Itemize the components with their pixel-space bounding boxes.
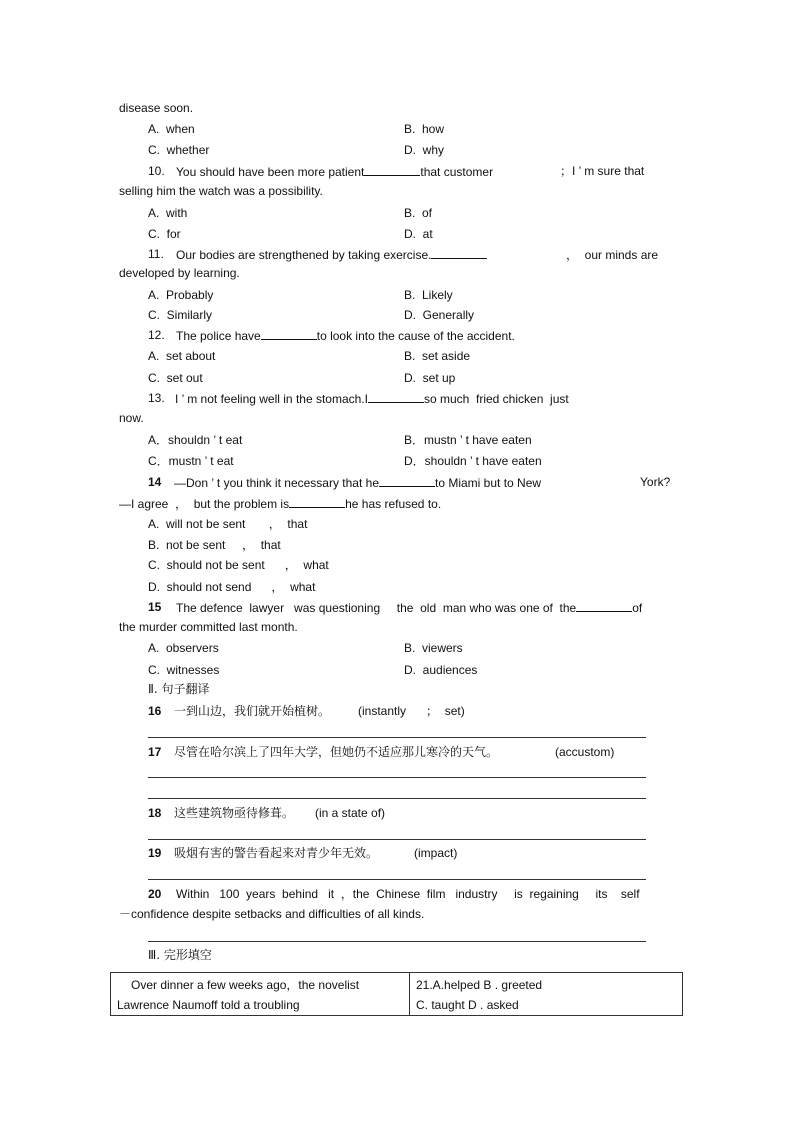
section-2-heading: Ⅱ. 句子翻译 — [148, 682, 210, 696]
q13-option-d: D．shouldn ’ t have eaten — [404, 454, 542, 468]
q13-option-c: C．mustn ’ t eat — [148, 454, 234, 468]
q15-option-b: B. viewers — [404, 641, 463, 655]
q19-hint: (impact) — [414, 846, 458, 860]
q17-chinese: 尽管在哈尔滨上了四年大学，但她仍不适应那儿寒冷的天气。 — [174, 745, 499, 759]
cloze-passage-line-2: Lawrence Naumoff told a troubling — [117, 998, 300, 1012]
q14-stem-end: York? — [640, 475, 671, 489]
q20-answer-line — [148, 941, 646, 942]
q14-stem: —Don ’ t you think it necessary that he to Miami but to New — [174, 476, 542, 490]
q9-option-c: C. whether — [148, 143, 210, 157]
q13-option-a: A．shouldn ’ t eat — [148, 433, 243, 447]
q10-option-c: C. for — [148, 227, 181, 241]
q11-option-c: C. Similarly — [148, 308, 213, 322]
q11-stem-end: ， our minds are — [566, 248, 659, 262]
q11-stem: Our bodies are strengthened by taking exercise. — [176, 247, 487, 262]
q11-option-d: D. Generally — [404, 308, 475, 322]
table-row — [111, 973, 683, 1016]
cloze-passage-line-1: Over dinner a few weeks ago，the novelist — [131, 978, 360, 992]
q10-option-a: A. with — [148, 206, 188, 220]
q15-stem: The defence lawyer was questioning the old man who was one of the of — [176, 601, 643, 615]
q11-number: 11. — [148, 247, 164, 261]
q12-option-b: B. set aside — [404, 349, 471, 363]
q16-answer-line — [148, 737, 646, 738]
q13-stem: I ’ m not feeling well in the stomach.I so much fried chicken just — [175, 392, 569, 406]
q10-stem-line2: selling him the watch was a possibility. — [119, 184, 323, 198]
q12-option-c: C. set out — [148, 371, 203, 385]
q13-option-b: B．mustn ’ t have eaten — [404, 433, 532, 447]
q17-answer-line-2 — [148, 798, 646, 799]
q15-number: 15 — [148, 600, 162, 614]
cloze-table — [110, 972, 683, 1016]
q10-option-b: B. of — [404, 206, 433, 220]
cloze-passage-cell — [111, 973, 410, 1016]
q17-answer-line-1 — [148, 777, 646, 778]
q20-stem-line2: －confidence despite setbacks and difficulties of all kinds. — [119, 907, 425, 921]
q14-option-b: B. not be sent ， that — [148, 538, 281, 552]
q16-number: 16 — [148, 704, 162, 718]
q17-number: 17 — [148, 745, 162, 759]
section-3-heading: Ⅲ. 完形填空 — [148, 948, 212, 962]
q14-number: 14 — [148, 475, 162, 489]
q9-continuation: disease soon. — [119, 101, 194, 115]
q20-stem: Within 100 years behind it ，the Chinese film industry is regaining its self — [176, 887, 640, 901]
q11-option-a: A. Probably — [148, 288, 214, 302]
q13-stem-line2: now. — [119, 411, 144, 425]
cloze-options-line-2: C. taught D . asked — [416, 998, 519, 1012]
q16-hint: (instantly ； set) — [358, 704, 465, 718]
q20-number: 20 — [148, 887, 162, 901]
q18-answer-line — [148, 839, 646, 840]
q19-answer-line — [148, 879, 646, 880]
q10-number: 10. — [148, 164, 165, 178]
q12-number: 12. — [148, 328, 165, 342]
q10-stem-end: ；I ’ m sure that — [560, 164, 645, 178]
q15-stem-line2: the murder committed last month. — [119, 620, 298, 634]
q10-option-d: D. at — [404, 227, 433, 241]
q9-option-d: D. why — [404, 143, 445, 157]
q17-hint: (accustom) — [555, 745, 615, 759]
q13-number: 13. — [148, 391, 165, 405]
q15-option-a: A. observers — [148, 641, 219, 655]
cloze-options-cell — [410, 973, 683, 1016]
q14-option-d: D. should not send ， what — [148, 580, 316, 594]
q12-stem: The police have to look into the cause of the accident. — [176, 329, 515, 343]
q15-option-d: D. audiences — [404, 663, 478, 677]
q18-number: 18 — [148, 806, 162, 820]
q19-number: 19 — [148, 846, 162, 860]
q12-option-a: A. set about — [148, 349, 216, 363]
q12-option-d: D. set up — [404, 371, 456, 385]
q18-chinese: 这些建筑物亟待修葺。 — [174, 806, 295, 820]
q9-option-b: B. how — [404, 122, 445, 136]
q15-option-c: C. witnesses — [148, 663, 220, 677]
q19-chinese: 吸烟有害的警告看起来对青少年无效。 — [174, 846, 379, 860]
q11-stem-line2: developed by learning. — [119, 266, 240, 280]
cloze-options-line-1: 21.A.helped B . greeted — [416, 978, 543, 992]
q14-stem-line2: —I agree ， but the problem is he has refused to. — [119, 497, 442, 511]
q10-stem: You should have been more patient that customer — [176, 165, 494, 179]
q9-option-a: A. when — [148, 122, 195, 136]
q14-option-c: C. should not be sent ， what — [148, 558, 329, 572]
q14-option-a: A. will not be sent ， that — [148, 517, 308, 531]
q11-option-b: B. Likely — [404, 288, 453, 302]
q18-hint: (in a state of) — [315, 806, 386, 820]
q16-chinese: 一到山边，我们就开始植树。 — [174, 704, 331, 718]
